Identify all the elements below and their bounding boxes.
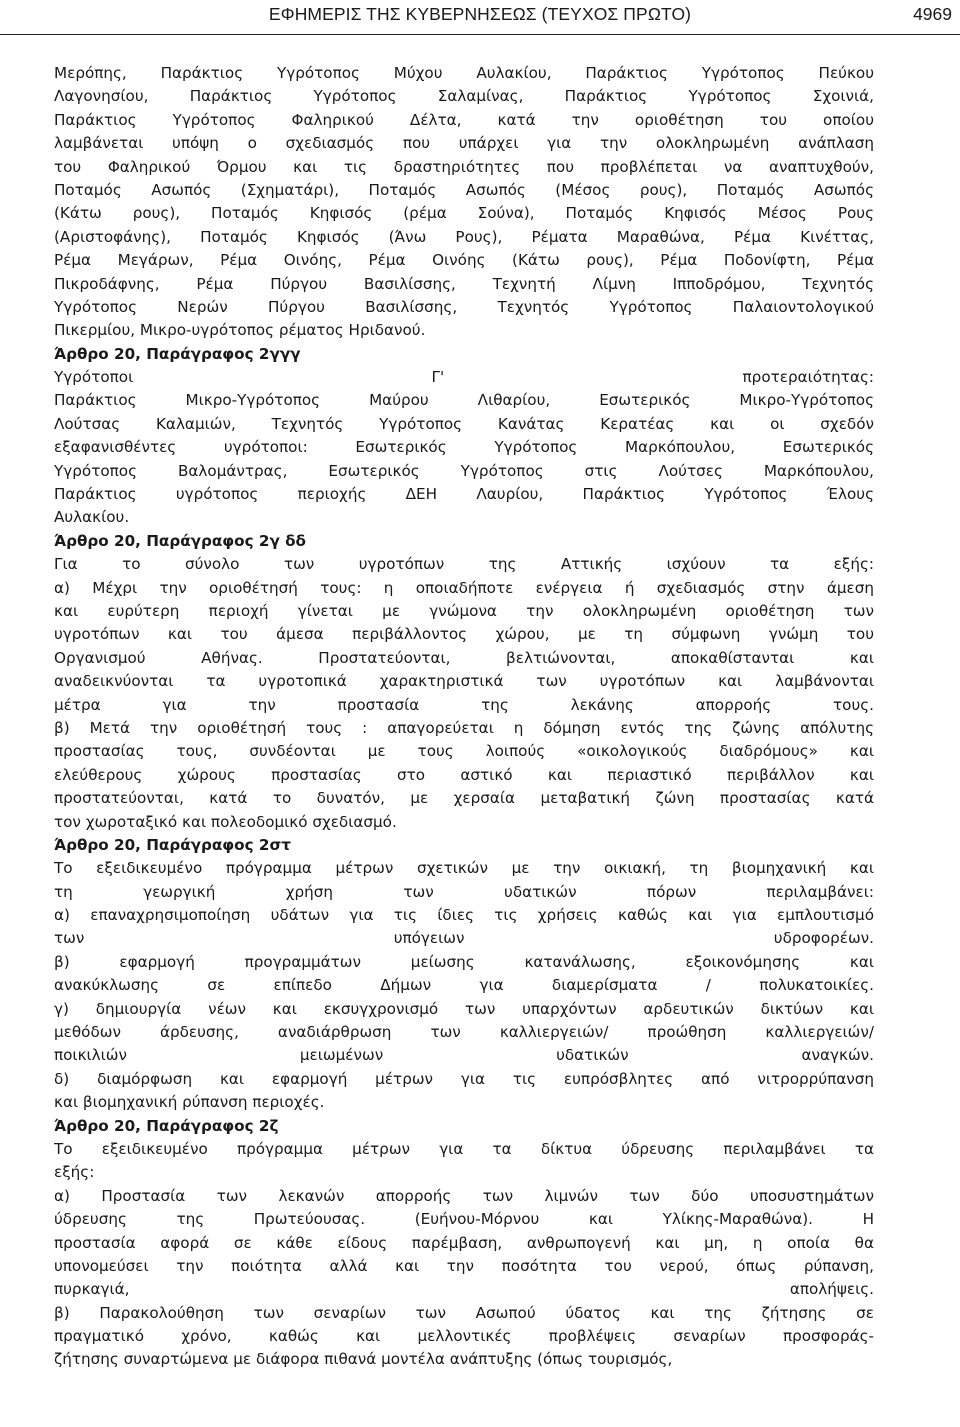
text-line: προστασίας τους, συνδέονται με τους λοιπούς «οικολογικούς διαδρόμους» και: [54, 742, 874, 761]
text-line: πυρκαγιά, απολήψεις.: [54, 1280, 874, 1299]
text-line: Το εξειδικευμένο πρόγραμμα μέτρων για τα δίκτυα ύδρευσης περιλαμβάνει τα: [54, 1139, 874, 1158]
text-line: υπονομεύσει την ποιότητα αλλά και την ποσότητα του νερού, όπως ρύπανση,: [54, 1256, 874, 1275]
text-line: ύδρευσης της Πρωτεύουσας. (Ευήνου-Μόρνου και Υλίκης-Μαραθώνα). Η: [54, 1210, 874, 1229]
text-line: Ρέμα Μεγάρων, Ρέμα Οινόης, Ρέμα Οινόης (Κάτω ρους), Ρέμα Ποδονίφτη, Ρέμα: [54, 251, 874, 270]
text-line: Παράκτιος Μικρο-Υγρότοπος Μαύρου Λιθαρίου, Εσωτερικός Μικρο-Υγρότοπος: [54, 391, 874, 410]
text-line: α) Προστασία των λεκανών απορροής των λιμνών των δύο υποσυστημάτων: [54, 1186, 874, 1205]
text-line: και ευρύτερη περιοχή γίνεται με γνώμονα την ολοκληρωμένη οριοθέτηση των: [54, 601, 874, 620]
text-line: γ) δημιουργία νέων και εκσυγχρονισμό των υπαρχόντων αρδευτικών δικτύων και: [54, 999, 874, 1018]
text-line: α) επαναχρησιμοποίηση υδάτων για τις ίδιες τις χρήσεις καθώς και για εμπλουτισμό: [54, 906, 874, 925]
text-line: Μερόπης, Παράκτιος Υγρότοπος Μύχου Αυλακίου, Παράκτιος Υγρότοπος Πεύκου: [54, 64, 874, 82]
text-line: εξαφανισθέντες υγρότοποι: Εσωτερικός Υγρότοπος Μαρκόπουλου, Εσωτερικός: [54, 438, 874, 457]
text-line: Αυλακίου.: [54, 508, 130, 527]
text-line: ανακύκλωσης σε επίπεδο Δήμων για διαμερίσματα / πολυκατοικίες.: [54, 976, 874, 995]
text-line: β) Παρακολούθηση των σεναρίων των Ασωπού ύδατος και της ζήτησης σε: [54, 1303, 874, 1322]
text-line: Ποταμός Ασωπός (Σχηματάρι), Ποταμός Ασωπός (Μέσος ρους), Ποταμός Ασωπός: [54, 180, 874, 199]
text-line: εξής:: [54, 1163, 95, 1182]
text-line: υγροτόπων και του άμεσα περιβάλλοντος χώρου, με τη σύμφωνη γνώμη του: [54, 625, 874, 644]
text-line: α) Μέχρι την οριοθέτησή τους: η οποιαδήποτε ενέργεια ή σχεδιασμός στην άμεση: [54, 578, 874, 597]
text-line: και βιομηχανική ρύπανση περιοχές.: [54, 1093, 325, 1112]
text-line: β) εφαρμογή προγραμμάτων μείωσης κατανάλωσης, εξοικονόμησης και: [54, 952, 874, 971]
article-heading: Άρθρο 20, Παράγραφος 2στ: [54, 835, 291, 854]
text-line: Λαγονησίου, Παράκτιος Υγρότοπος Σαλαμίνας, Παράκτιος Υγρότοπος Σχοινιά,: [54, 87, 874, 106]
text-line: ποικιλιών μειωμένων υδατικών αναγκών.: [54, 1046, 874, 1065]
text-line: Υγρότοποι Γ' προτεραιότητας:: [54, 368, 874, 387]
text-line: (Κάτω ρους), Ποταμός Κηφισός (ρέμα Σούνα), Ποταμός Κηφισός Μέσος Ρους: [54, 204, 874, 223]
text-line: λαμβάνεται υπόψη ο σχεδιασμός που υπάρχει για την ολοκληρωμένη ανάπλαση: [54, 134, 874, 153]
text-line: Παράκτιος υγρότοπος περιοχής ΔΕΗ Λαυρίου, Παράκτιος Υγρότοπος Έλους: [54, 485, 874, 504]
article-heading: Άρθρο 20, Παράγραφος 2ζ: [54, 1116, 279, 1135]
text-line: προστατεύονται, κατά το δυνατόν, με χερσαία μεταβατική ζώνη προστασίας κατά: [54, 789, 874, 808]
text-line: β) Μετά την οριοθέτησή τους : απαγορεύεται η δόμηση εντός της ζώνης απόλυτης: [54, 718, 874, 737]
text-line: (Αριστοφάνης), Ποταμός Κηφισός (Άνω Ρους), Ρέματα Μαραθώνα, Ρέμα Κινέττας,: [54, 227, 874, 246]
gazette-title: ΕΦΗΜΕΡΙΣ ΤΗΣ ΚΥΒΕΡΝΗΣΕΩΣ (ΤΕΥΧΟΣ ΠΡΩΤΟ): [268, 4, 692, 24]
text-line: του Φαληρικού Όρμου και τις δραστηριότητες που προβλέπεται να αναπτυχθούν,: [54, 157, 874, 176]
text-line: ελεύθερους χώρους προστασίας στο αστικό και περιαστικό περιβάλλον και: [54, 765, 874, 784]
text-line: Για το σύνολο των υγροτόπων της Αττικής ισχύουν τα εξής:: [54, 555, 874, 574]
text-line: τη γεωργική χρήση των υδατικών πόρων περιλαμβάνει:: [54, 882, 874, 901]
text-line: Το εξειδικευμένο πρόγραμμα μέτρων σχετικών με την οικιακή, τη βιομηχανική και: [54, 859, 874, 878]
document-body: [54, 62, 874, 1372]
text-line: ζήτησης συναρτώμενα με διάφορα πιθανά μοντέλα ανάπτυξης (όπως τουρισμός,: [54, 1350, 673, 1369]
text-line: δ) διαμόρφωση και εφαρμογή μέτρων για τις ευπρόσβλητες από νιτρορρύπανση: [54, 1069, 874, 1088]
text-line: μεθόδων άρδευσης, αναδιάρθρωση των καλλιεργειών/ προώθηση καλλιεργειών/: [54, 1023, 874, 1042]
text-line: Υγρότοπος Νερών Πύργου Βασιλίσσης, Τεχνητός Υγρότοπος Παλαιοντολογικού: [54, 297, 874, 316]
text-line: μέτρα για την προστασία της λεκάνης απορροής τους.: [54, 695, 874, 714]
page-number: 4969: [913, 4, 952, 24]
text-line: Υγρότοπος Βαλομάντρας, Εσωτερικός Υγρότοπος στις Λούτσες Μαρκόπουλου,: [54, 461, 874, 480]
text-line: τον χωροταξικό και πολεοδομικό σχεδιασμό.: [54, 812, 397, 831]
text-line: πραγματικό χρόνο, καθώς και μελλοντικές προβλέψεις σεναρίων προσφοράς-: [54, 1327, 874, 1346]
text-line: Λούτσας Καλαμιών, Τεχνητός Υγρότοπος Κανάτας Κερατέας και οι σχεδόν: [54, 414, 874, 433]
page-header: [0, 0, 960, 35]
text-line: των υπόγειων υδροφορέων.: [54, 929, 874, 948]
text-line: Πικερμίου, Μικρο-υγρότοπος ρέματος Ηριδανού.: [54, 321, 426, 340]
text-line: προστασία αφορά σε κάθε είδους παρέμβαση, ανθρωπογενή και μη, η οποία θα: [54, 1233, 874, 1252]
text-line: Οργανισμού Αθήνας. Προστατεύονται, βελτιώνονται, αποκαθίστανται και: [54, 648, 874, 667]
text-line: Πικροδάφνης, Ρέμα Πύργου Βασιλίσσης, Τεχνητή Λίμνη Ιπποδρόμου, Τεχνητός: [54, 274, 874, 293]
text-line: Παράκτιος Υγρότοπος Φαληρικού Δέλτα, κατά την οριοθέτηση του οποίου: [54, 110, 874, 129]
article-heading: Άρθρο 20, Παράγραφος 2γγγ: [54, 344, 301, 363]
article-heading: Άρθρο 20, Παράγραφος 2γ δδ: [54, 531, 306, 550]
text-line: αναδεικνύονται τα υγροτοπικά χαρακτηριστικά των υγροτόπων και λαμβάνονται: [54, 672, 874, 691]
